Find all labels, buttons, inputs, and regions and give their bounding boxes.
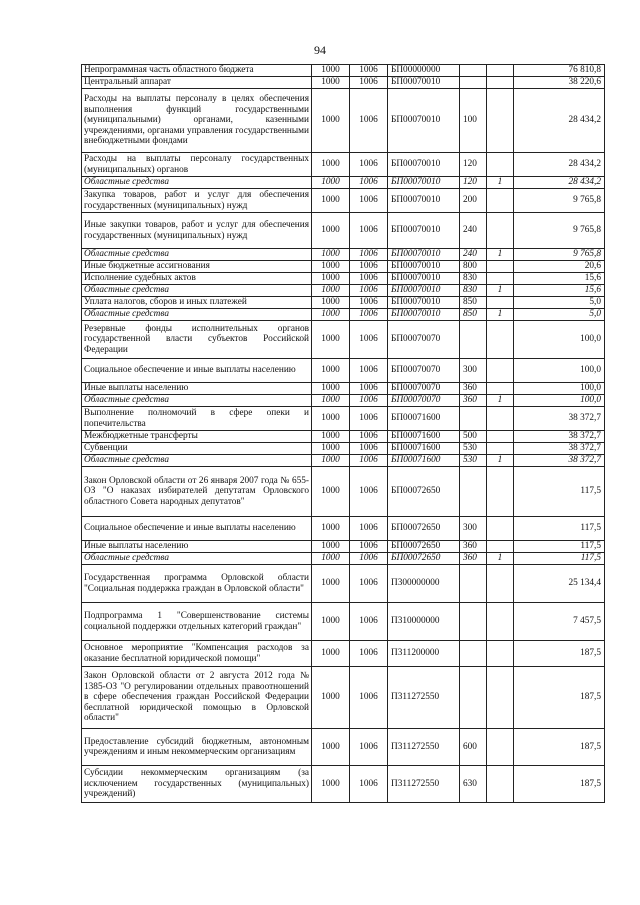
row-section: 1000 [312,395,350,407]
row-target-article: БП00071600 [388,455,460,467]
row-expense-type [460,407,487,431]
row-mark [487,443,514,455]
table-row [82,177,605,189]
row-amount: 117,5 [514,517,605,541]
row-section: 1000 [312,261,350,273]
row-amount: 100,0 [514,321,605,359]
row-subsection: 1006 [350,189,388,213]
row-expense-type: 100 [460,89,487,153]
row-section: 1000 [312,309,350,321]
row-target-article: БП00070010 [388,249,460,261]
row-section: 1000 [312,359,350,383]
row-name: Исполнение судебных актов [82,273,312,285]
row-mark: 1 [487,395,514,407]
row-name: Расходы на выплаты персоналу государственных (муниципальных) органов [82,153,312,177]
row-section: 1000 [312,321,350,359]
row-subsection: 1006 [350,177,388,189]
table-row [82,65,605,77]
row-expense-type: 240 [460,249,487,261]
row-target-article: П300000000 [388,565,460,603]
row-expense-type: 500 [460,431,487,443]
row-name: Областные средства [82,177,312,189]
table-row [82,77,605,89]
row-expense-type: 530 [460,443,487,455]
row-mark: 1 [487,177,514,189]
row-name: Социальное обеспечение и иные выплаты населению [82,517,312,541]
row-expense-type [460,641,487,667]
row-expense-type: 360 [460,383,487,395]
row-name: Непрограммная часть областного бюджета [82,65,312,77]
row-expense-type: 120 [460,153,487,177]
row-target-article: БП00070010 [388,77,460,89]
table-row [82,541,605,553]
table-row [82,467,605,517]
row-target-article: БП00071600 [388,443,460,455]
row-amount: 100,0 [514,395,605,407]
row-mark [487,359,514,383]
row-section: 1000 [312,553,350,565]
row-target-article: БП00070010 [388,153,460,177]
row-expense-type [460,603,487,641]
row-section: 1000 [312,455,350,467]
row-mark [487,213,514,249]
row-mark: 1 [487,553,514,565]
row-amount: 117,5 [514,553,605,565]
row-mark [487,297,514,309]
row-name: Иные закупки товаров, работ и услуг для обеспечения государственных (муниципальных) нужд [82,213,312,249]
page-number: 94 [314,43,326,57]
row-expense-type: 200 [460,189,487,213]
row-target-article: П311272550 [388,667,460,729]
row-expense-type [460,467,487,517]
row-name: Областные средства [82,395,312,407]
row-mark [487,603,514,641]
row-section: 1000 [312,467,350,517]
row-expense-type: 630 [460,766,487,803]
row-mark [487,517,514,541]
row-target-article: БП00072650 [388,467,460,517]
row-name: Социальное обеспечение и иные выплаты населению [82,359,312,383]
row-target-article: БП00070010 [388,89,460,153]
row-mark [487,77,514,89]
row-amount: 187,5 [514,667,605,729]
row-subsection: 1006 [350,359,388,383]
row-expense-type: 300 [460,517,487,541]
row-amount: 25 134,4 [514,565,605,603]
table-row [82,395,605,407]
row-amount: 100,0 [514,383,605,395]
row-target-article: БП00070010 [388,309,460,321]
row-section: 1000 [312,213,350,249]
row-amount: 7 457,5 [514,603,605,641]
row-section: 1000 [312,603,350,641]
row-expense-type [460,65,487,77]
row-amount: 28 434,2 [514,153,605,177]
row-target-article: БП00070070 [388,395,460,407]
row-name: Выполнение полномочий в сфере опеки и попечительства [82,407,312,431]
row-mark [487,407,514,431]
row-subsection: 1006 [350,77,388,89]
row-section: 1000 [312,517,350,541]
row-amount: 9 765,8 [514,189,605,213]
row-subsection: 1006 [350,553,388,565]
row-target-article: П311272550 [388,729,460,766]
row-mark [487,383,514,395]
table-row [82,431,605,443]
row-mark [487,766,514,803]
row-section: 1000 [312,443,350,455]
row-expense-type [460,667,487,729]
row-subsection: 1006 [350,667,388,729]
row-target-article: БП00070070 [388,359,460,383]
row-subsection: 1006 [350,261,388,273]
row-subsection: 1006 [350,407,388,431]
row-expense-type: 830 [460,273,487,285]
row-amount: 9 765,8 [514,213,605,249]
row-mark: 1 [487,285,514,297]
row-amount: 28 434,2 [514,177,605,189]
row-mark [487,541,514,553]
row-amount: 38 372,7 [514,407,605,431]
row-target-article: БП00070010 [388,297,460,309]
row-section: 1000 [312,189,350,213]
row-target-article: БП00070010 [388,189,460,213]
row-name: Областные средства [82,455,312,467]
row-subsection: 1006 [350,321,388,359]
row-subsection: 1006 [350,729,388,766]
row-target-article: БП00072650 [388,553,460,565]
table-row [82,641,605,667]
row-target-article: БП00070010 [388,177,460,189]
row-amount: 9 765,8 [514,249,605,261]
row-name: Субсидии некоммерческим организациям (за исключением государственных (муниципальных) учреждений) [82,766,312,803]
row-mark: 1 [487,309,514,321]
row-target-article: П311272550 [388,766,460,803]
row-expense-type: 600 [460,729,487,766]
table-row [82,565,605,603]
row-mark [487,431,514,443]
row-amount: 5,0 [514,309,605,321]
row-section: 1000 [312,89,350,153]
table-row [82,261,605,273]
row-expense-type: 360 [460,395,487,407]
row-name: Подпрограмма 1 "Совершенствование системы социальной поддержки отдельных категорий граждан" [82,603,312,641]
row-subsection: 1006 [350,603,388,641]
row-name: Резервные фонды исполнительных органов государственной власти субъектов Российской Федерации [82,321,312,359]
row-subsection: 1006 [350,541,388,553]
row-amount: 20,6 [514,261,605,273]
row-subsection: 1006 [350,89,388,153]
row-section: 1000 [312,431,350,443]
row-name: Закон Орловской области от 26 января 2007 года № 655-ОЗ "О наказах избирателей депутатам Орловского областного Совета народных депутатов" [82,467,312,517]
row-section: 1000 [312,249,350,261]
table-row [82,285,605,297]
row-section: 1000 [312,153,350,177]
row-section: 1000 [312,383,350,395]
row-amount: 38 372,7 [514,443,605,455]
row-expense-type: 850 [460,297,487,309]
row-subsection: 1006 [350,297,388,309]
row-mark [487,189,514,213]
row-mark [487,65,514,77]
row-target-article: БП00000000 [388,65,460,77]
row-name: Областные средства [82,553,312,565]
row-expense-type [460,321,487,359]
row-section: 1000 [312,407,350,431]
row-subsection: 1006 [350,273,388,285]
row-mark [487,641,514,667]
budget-table [81,64,605,803]
table-row [82,273,605,285]
row-amount: 28 434,2 [514,89,605,153]
row-name: Центральный аппарат [82,77,312,89]
row-name: Закупка товаров, работ и услуг для обеспечения государственных (муниципальных) нужд [82,189,312,213]
row-expense-type: 120 [460,177,487,189]
row-name: Уплата налогов, сборов и иных платежей [82,297,312,309]
row-section: 1000 [312,729,350,766]
row-target-article: БП00070010 [388,213,460,249]
row-section: 1000 [312,77,350,89]
row-target-article: БП00072650 [388,517,460,541]
row-mark: 1 [487,249,514,261]
table-row [82,766,605,803]
row-name: Субвенции [82,443,312,455]
row-name: Иные бюджетные ассигнования [82,261,312,273]
row-name: Областные средства [82,249,312,261]
row-mark [487,729,514,766]
table-row [82,667,605,729]
row-name: Государственная программа Орловской области "Социальная поддержка граждан в Орловской области" [82,565,312,603]
row-name: Расходы на выплаты персоналу в целях обеспечения выполнения функций государственными (муниципальными) органами, казенными учреждениями, органами управления государственными внебюджетными фондами [82,89,312,153]
row-subsection: 1006 [350,213,388,249]
row-target-article: БП00070010 [388,261,460,273]
row-amount: 117,5 [514,541,605,553]
row-subsection: 1006 [350,153,388,177]
table-row [82,359,605,383]
table-row [82,455,605,467]
row-section: 1000 [312,285,350,297]
table-row [82,443,605,455]
row-expense-type: 830 [460,285,487,297]
row-expense-type: 800 [460,261,487,273]
table-row [82,603,605,641]
table-row [82,213,605,249]
table-row [82,309,605,321]
row-amount: 187,5 [514,641,605,667]
row-subsection: 1006 [350,443,388,455]
row-section: 1000 [312,177,350,189]
row-amount: 5,0 [514,297,605,309]
table-row [82,321,605,359]
budget-table-body [82,65,605,803]
row-target-article: БП00070070 [388,383,460,395]
row-amount: 15,6 [514,285,605,297]
row-subsection: 1006 [350,285,388,297]
row-expense-type: 850 [460,309,487,321]
row-subsection: 1006 [350,517,388,541]
table-row [82,297,605,309]
row-section: 1000 [312,641,350,667]
row-target-article: БП00072650 [388,541,460,553]
table-row [82,153,605,177]
row-section: 1000 [312,273,350,285]
row-section: 1000 [312,565,350,603]
row-mark: 1 [487,455,514,467]
table-row [82,553,605,565]
row-amount: 187,5 [514,729,605,766]
row-subsection: 1006 [350,395,388,407]
row-target-article: БП00071600 [388,431,460,443]
row-mark [487,273,514,285]
table-row [82,407,605,431]
row-target-article: П310000000 [388,603,460,641]
row-mark [487,667,514,729]
row-amount: 76 810,8 [514,65,605,77]
table-row [82,89,605,153]
row-mark [487,321,514,359]
row-subsection: 1006 [350,431,388,443]
table-row [82,383,605,395]
row-subsection: 1006 [350,455,388,467]
row-target-article: БП00070070 [388,321,460,359]
row-amount: 187,5 [514,766,605,803]
row-section: 1000 [312,297,350,309]
row-name: Закон Орловской области от 2 августа 2012 года № 1385-ОЗ "О регулировании отдельных правоотношений в сфере обеспечения граждан Российской Федерации бесплатной юридической помощью в Орловской области" [82,667,312,729]
table-row [82,517,605,541]
row-expense-type: 360 [460,553,487,565]
row-mark [487,261,514,273]
row-amount: 38 372,7 [514,431,605,443]
row-name: Иные выплаты населению [82,541,312,553]
row-mark [487,89,514,153]
row-mark [487,153,514,177]
row-name: Областные средства [82,309,312,321]
row-name: Иные выплаты населению [82,383,312,395]
row-amount: 38 220,6 [514,77,605,89]
row-expense-type: 530 [460,455,487,467]
row-expense-type [460,77,487,89]
row-amount: 117,5 [514,467,605,517]
row-expense-type: 360 [460,541,487,553]
row-subsection: 1006 [350,565,388,603]
row-subsection: 1006 [350,383,388,395]
row-amount: 38 372,7 [514,455,605,467]
row-target-article: БП00070010 [388,273,460,285]
row-name: Областные средства [82,285,312,297]
row-subsection: 1006 [350,641,388,667]
row-amount: 100,0 [514,359,605,383]
row-mark [487,565,514,603]
row-expense-type: 240 [460,213,487,249]
row-subsection: 1006 [350,309,388,321]
row-expense-type [460,565,487,603]
row-section: 1000 [312,766,350,803]
row-target-article: БП00071600 [388,407,460,431]
row-target-article: БП00070010 [388,285,460,297]
row-name: Основное мероприятие "Компенсация расходов за оказание бесплатной юридической помощи" [82,641,312,667]
row-section: 1000 [312,65,350,77]
table-row [82,249,605,261]
row-target-article: П311200000 [388,641,460,667]
row-subsection: 1006 [350,249,388,261]
row-name: Межбюджетные трансферты [82,431,312,443]
row-subsection: 1006 [350,65,388,77]
row-expense-type: 300 [460,359,487,383]
table-row [82,189,605,213]
row-subsection: 1006 [350,766,388,803]
row-section: 1000 [312,667,350,729]
row-amount: 15,6 [514,273,605,285]
row-section: 1000 [312,541,350,553]
row-subsection: 1006 [350,467,388,517]
row-name: Предоставление субсидий бюджетным, автономным учреждениям и иным некоммерческим организациям [82,729,312,766]
table-row [82,729,605,766]
row-mark [487,467,514,517]
